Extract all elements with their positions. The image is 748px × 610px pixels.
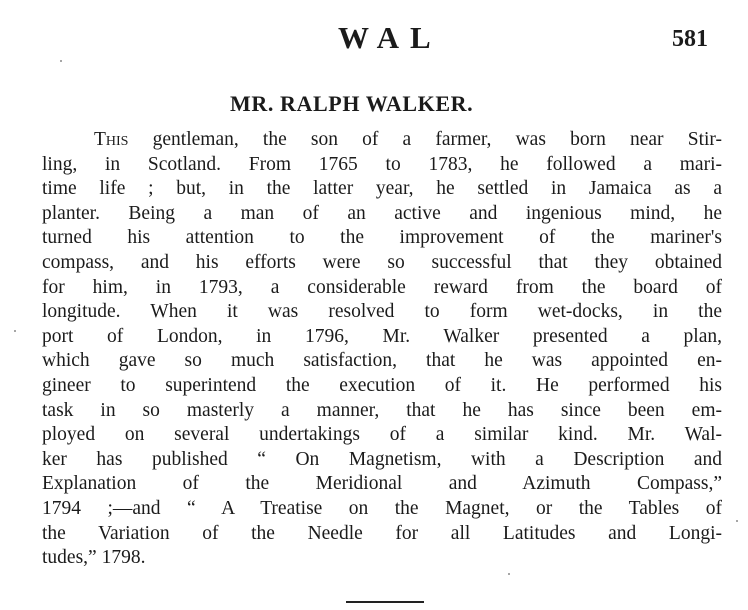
article-body [42,128,722,571]
body-line-11: gineer to superintend the execution of it. He performed his [42,374,722,396]
paper-speck [60,60,62,62]
body-line-3: time life ; but, in the latter year, he settled in Jamaica as a [42,178,722,200]
paper-speck [14,330,16,332]
body-line-2: ling, in Scotland. From 1765 to 1783, he followed a mari- [42,153,722,175]
body-line-16: 1794 ;—and “ A Treatise on the Magnet, or the Tables of [42,497,722,519]
body-line-1 [42,128,722,153]
body-line-12: task in so masterly a manner, that he has since been em- [42,399,722,421]
end-rule [346,601,424,603]
lead-word: This [94,129,129,150]
body-line-17: the Variation of the Needle for all Latitudes and Longi- [42,522,722,544]
body-line-5: turned his attention to the improvement of the mariner's [42,227,722,249]
body-line-14: ker has published “ On Magnetism, with a Description and [42,448,722,470]
body-line-18: tudes,” 1798. [42,547,146,569]
article-title: MR. RALPH WALKER. [230,91,474,116]
page-number: 581 [672,26,708,52]
body-line-7: for him, in 1793, a considerable reward from the board of [42,276,722,298]
body-line-6: compass, and his efforts were so successful that they obtained [42,251,722,273]
body-line-9: port of London, in 1796, Mr. Walker presented a plan, [42,325,722,347]
body-line-15: Explanation of the Meridional and Azimuth Compass,” [42,473,722,495]
body-line-1-text: gentleman, the son of a farmer, was born near Stir- [128,129,722,150]
body-line-8: longitude. When it was resolved to form wet-docks, in the [42,301,722,323]
body-line-4: planter. Being a man of an active and ingenious mind, he [42,202,722,224]
paper-speck [508,573,510,575]
running-head: WAL [338,20,442,55]
paper-speck [736,520,738,522]
body-line-13: ployed on several undertakings of a similar kind. Mr. Wal- [42,424,722,446]
body-line-10: which gave so much satisfaction, that he was appointed en- [42,350,722,372]
